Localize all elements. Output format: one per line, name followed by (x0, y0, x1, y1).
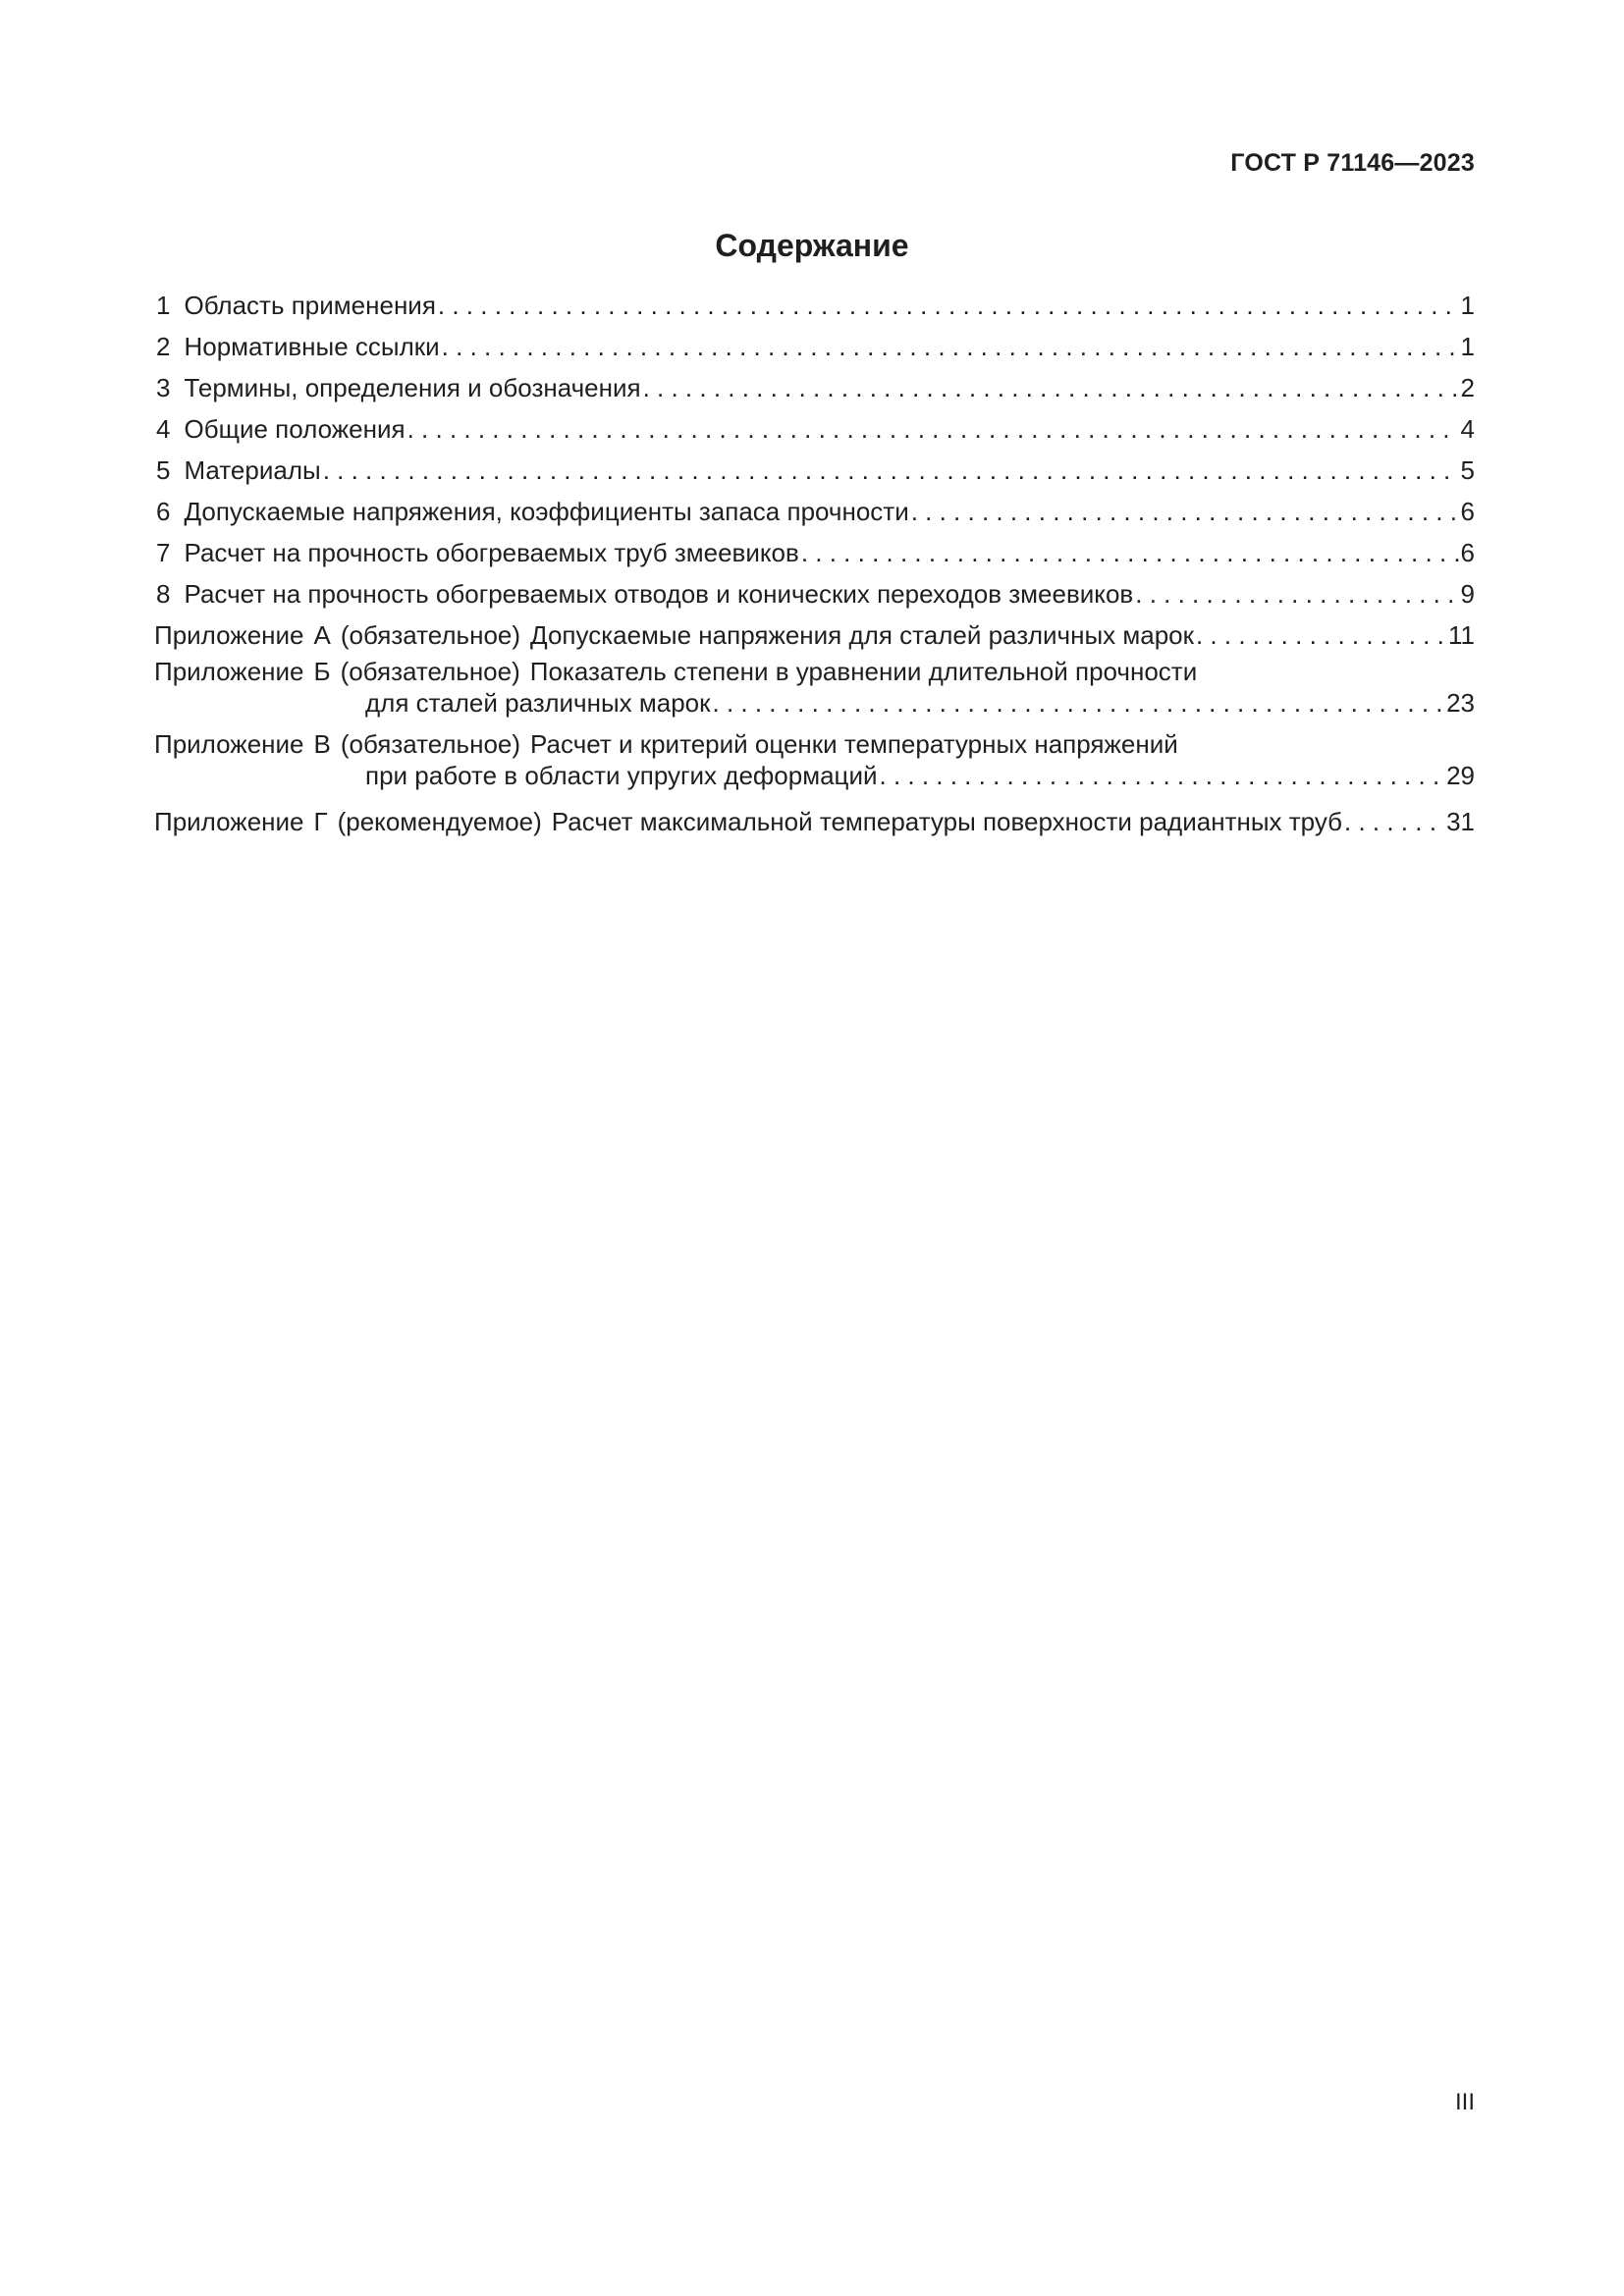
toc-entry-number: 6 (156, 497, 171, 526)
toc-entry-page: 4 (1460, 414, 1475, 444)
dot-leader (407, 408, 1459, 450)
annex-label: Приложение (154, 657, 304, 686)
toc-entry-number: 7 (156, 538, 171, 567)
annex-letter: Б (313, 657, 331, 686)
annex-letter: В (313, 729, 331, 759)
toc-entry-number: 8 (156, 579, 171, 609)
toc-entry-number: 2 (156, 332, 171, 361)
dot-leader (911, 491, 1459, 532)
toc-entry-title: Допускаемые напряжения, коэффициенты запаса прочности (184, 497, 909, 526)
annex-title-line2: для сталей различных марок (365, 688, 711, 718)
toc-entry-number: 3 (156, 373, 171, 402)
annex-title: Допускаемые напряжения для сталей различных марок (530, 620, 1194, 650)
toc-annex-entry[interactable] (154, 801, 1475, 842)
annex-title: Расчет максимальной температуры поверхности радиантных труб (551, 807, 1343, 836)
toc-entry[interactable] (154, 573, 1475, 614)
dot-leader (438, 285, 1459, 326)
toc-entry-number: 4 (156, 414, 171, 444)
toc-entry[interactable] (154, 408, 1475, 450)
toc-entry-page: 6 (1460, 497, 1475, 526)
toc-entry-page: 1 (1460, 291, 1475, 320)
toc-entry-title: Расчет на прочность обогреваемых отводов и конических переходов змеевиков (184, 579, 1134, 609)
annex-page: 23 (1446, 688, 1475, 718)
toc-entry-title: Область применения (184, 291, 436, 320)
dot-leader (1344, 801, 1444, 842)
dot-leader (442, 326, 1459, 367)
toc-entry-number: 5 (156, 455, 171, 485)
toc-entry[interactable] (154, 285, 1475, 326)
dot-leader (713, 687, 1445, 719)
annex-label: Приложение (154, 729, 304, 759)
toc-entry[interactable] (154, 450, 1475, 491)
page-number: III (1454, 2089, 1475, 2115)
document-code: ГОСТ Р 71146—2023 (1230, 149, 1475, 177)
toc-entry-page: 2 (1460, 373, 1475, 402)
annex-status: (рекомендуемое) (337, 807, 542, 836)
toc-entry-title: Материалы (184, 455, 321, 485)
dot-leader (643, 367, 1459, 408)
toc-entry-number: 1 (156, 291, 171, 320)
toc-entry-title: Нормативные ссылки (184, 332, 440, 361)
dot-leader (1135, 573, 1458, 614)
toc-annex-entry[interactable] (154, 728, 1475, 801)
annex-label: Приложение (154, 807, 304, 836)
toc-entry-page: 6 (1460, 538, 1475, 567)
toc-annex-entry[interactable] (154, 656, 1475, 728)
dot-leader (1196, 614, 1446, 656)
toc-entry-title: Общие положения (184, 414, 406, 444)
toc-title: Содержание (715, 228, 909, 263)
annex-letter: А (313, 620, 331, 650)
toc-entry-page: 5 (1460, 455, 1475, 485)
annex-label: Приложение (154, 620, 304, 650)
toc-entry-title: Расчет на прочность обогреваемых труб змеевиков (184, 538, 799, 567)
toc-entry[interactable] (154, 491, 1475, 532)
annex-title-line1: Показатель степени в уравнении длительной прочности (529, 657, 1198, 686)
annex-status: (обязательное) (340, 729, 521, 759)
toc-entry-page: 1 (1460, 332, 1475, 361)
annex-title-line1: Расчет и критерий оценки температурных напряжений (530, 729, 1178, 759)
dot-leader (801, 532, 1459, 573)
annex-page: 11 (1448, 620, 1475, 650)
toc-entry-page: 9 (1460, 579, 1475, 609)
annex-page: 29 (1446, 761, 1475, 790)
dot-leader (323, 450, 1459, 491)
annex-status: (обязательное) (340, 620, 521, 650)
annex-letter: Г (313, 807, 328, 836)
toc-entry-title: Термины, определения и обозначения (184, 373, 641, 402)
annex-title-line2: при работе в области упругих деформаций (365, 761, 878, 790)
annex-status: (обязательное) (340, 657, 520, 686)
dot-leader (880, 760, 1445, 791)
toc-entry[interactable] (154, 532, 1475, 573)
annex-page: 31 (1446, 807, 1475, 836)
toc-entry[interactable] (154, 367, 1475, 408)
toc-entry[interactable] (154, 326, 1475, 367)
table-of-contents (154, 285, 1475, 842)
toc-annex-entry[interactable] (154, 614, 1475, 656)
